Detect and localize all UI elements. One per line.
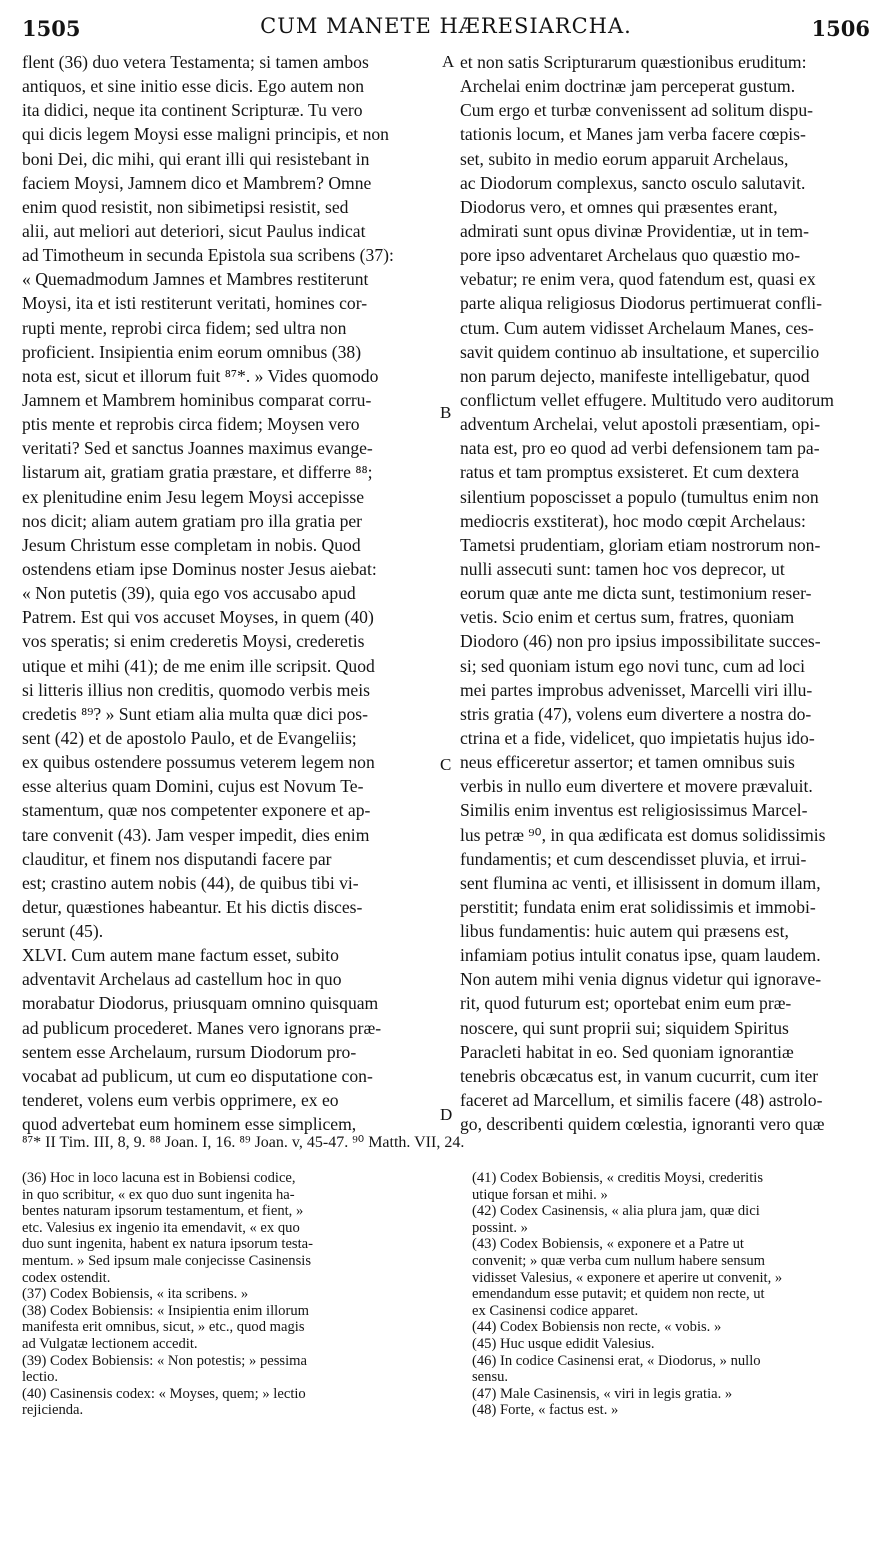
text-line: vetis. Scio enim et certus sum, fratres, quoniam [460, 607, 795, 628]
text-line: si; sed quoniam istum ego novi tunc, cum ad loci [460, 655, 805, 676]
text-line: Jesum Christum esse completam in nobis. Quod [22, 534, 361, 555]
text-line: Paracleti habitat in eo. Sed quoniam ignorantiæ [460, 1041, 794, 1062]
margin-letter-b: B [440, 403, 452, 422]
page-number-right: 1506 [811, 16, 870, 41]
text-line: Diodoro (46) non pro ipsius impossibilitate succes- [460, 631, 821, 652]
text-line: ad Timotheum in secunda Epistola sua scribens (37): [22, 245, 394, 266]
footnote-line: vidisset Valesius, « exponere et aperire ut convenit, » [472, 1269, 783, 1286]
text-line: vebatur; re enim vera, quod fatendum est, quasi ex [460, 269, 816, 290]
text-line: quod advertebat eum hominem esse simplicem, [22, 1114, 357, 1135]
footnote-line: utique forsan et mihi. » [472, 1186, 608, 1203]
text-line: clauditur, et finem nos disputandi facere par [22, 848, 332, 869]
text-line: ad publicum procederet. Manes vero ignorans præ- [22, 1017, 382, 1038]
text-line: neus efficeretur assertor; et tamen omnibus suis [460, 752, 795, 773]
text-line: Patrem. Est qui vos accuset Moyses, in quem (40) [22, 607, 374, 628]
text-line: « Quemadmodum Jamnes et Mambres restiterunt [22, 269, 369, 290]
footnote-line: (48) Forte, « factus est. » [472, 1402, 619, 1419]
text-line: nos dicit; aliam autem gratiam pro illa gratia per [22, 510, 363, 531]
running-title: CUM MANETE HÆRESIARCHA. [260, 14, 632, 38]
footnote-line: (37) Codex Bobiensis, « ita scribens. » [22, 1286, 249, 1303]
text-line: conflictum vellet effugere. Multitudo vero auditorum [460, 389, 834, 410]
footnotes-right [472, 1170, 872, 1419]
text-line: verbis in nullo eum divertere et movere prævaluit. [460, 776, 813, 797]
footnote-line: (46) In codice Casinensi erat, « Diodorus, » nullo [472, 1352, 761, 1369]
footnote-line: codex ostendit. [22, 1269, 111, 1286]
footnotes-left [22, 1170, 432, 1419]
text-line: libus fundamentis: huic autem qui præsens est, [460, 921, 789, 942]
text-line: admirati sunt opus divinæ Providentiæ, ut in tem- [460, 220, 809, 241]
text-line: savit quidem continuo ab insultatione, et supercilio [460, 341, 820, 362]
text-line: adventavit Archelaus ad castellum hoc in quo [22, 969, 342, 990]
footnote-line: possint. » [472, 1219, 528, 1236]
text-line: ctrina et a fide, videlicet, quo impietatis hujus ido- [460, 727, 815, 748]
footnote-line: rejicienda. [22, 1402, 84, 1419]
footnote-line: (45) Huc usque edidit Valesius. [472, 1335, 655, 1352]
text-line: sent flumina ac venti, et illisissent in domum illam, [460, 872, 821, 893]
text-line: esse alterius quam Domini, cujus est Novum Te- [22, 776, 364, 797]
text-line: utique et mihi (41); de me enim ille scripsit. Quod [22, 655, 375, 676]
text-line: nata est, pro eo quod ad verbi defensionem tam pa- [460, 438, 820, 459]
text-line: infamiam potius intulit conatus ipse, quam laudem. [460, 945, 821, 966]
text-line: enim quod resistit, non sibimetipsi resistit, sed [22, 196, 349, 217]
text-line: lus petræ ⁹⁰, in qua ædificata est domus solidissimis [460, 824, 826, 845]
text-line: Cum ergo et turbæ convenissent ad solitum dispu- [460, 100, 813, 121]
text-line: ratus et tam promptus exsisteret. Et cum dextera [460, 462, 800, 483]
footnote-line: etc. Valesius ex ingenio ita emendavit, « ex quo [22, 1219, 300, 1236]
footnote-line: bentes naturam ipsorum testamentum, et fient, » [22, 1203, 304, 1220]
text-line: adventum Archelai, velut apostoli præsentiam, opi- [460, 414, 821, 435]
text-line: rit, quod futurum est; oportebat enim eum præ- [460, 993, 792, 1014]
footnote-line: ex Casinensi codice apparet. [472, 1302, 639, 1319]
footnote-line: mentum. » Sed ipsum male conjecisse Casinensis [22, 1252, 311, 1269]
text-line: rupti mente, reprobi circa fidem; sed ultra non [22, 317, 347, 338]
text-line: Moysi, ita et isti restiterunt veritati, homines cor- [22, 293, 368, 314]
footnote-line: (40) Casinensis codex: « Moyses, quem; » lectio [22, 1385, 306, 1402]
text-line: ctum. Cum autem vidisset Archelaum Manes, ces- [460, 317, 814, 338]
footnote-line: (38) Codex Bobiensis: « Insipientia enim illorum [22, 1302, 309, 1319]
text-line: mediocris exstiterat), hoc modo cœpit Archelaus: [460, 510, 806, 531]
text-line: Tametsi prudentiam, gloriam etiam nostrorum non- [460, 534, 821, 555]
footnote-line: convenit; » quæ verba cum nullum habere sensum [472, 1252, 766, 1269]
text-line: antiquos, et sine initio esse dicis. Ego autem non [22, 76, 365, 97]
text-line: non parum dejecto, manifeste intelligebatur, quod [460, 365, 810, 386]
footnote-line: (47) Male Casinensis, « viri in legis gratia. » [472, 1385, 733, 1402]
text-line: faceret ad Marcellum, et similis facere (48) astrolo- [460, 1090, 823, 1111]
text-line: faciem Moysi, Jamnem dico et Mambrem? Omne [22, 172, 372, 193]
text-line: perstitit; fundata enim erat solidissimis et immobi- [460, 896, 816, 917]
footnote-line: lectio. [22, 1369, 59, 1386]
footnote-line: (44) Codex Bobiensis non recte, « vobis. » [472, 1319, 722, 1336]
text-line: silentium poposcisset a populo (tumultus enim non [460, 486, 819, 507]
text-line: flent (36) duo vetera Testamenta; si tamen ambos [22, 52, 369, 72]
text-line: vocabat ad publicum, ut cum eo disputatione con- [22, 1065, 373, 1086]
left-text-column [22, 50, 436, 1136]
text-line: nulli assecuti sunt: tamen hoc vos deprecor, ut [460, 558, 785, 579]
text-line: serunt (45). [22, 921, 104, 942]
text-line: vos speratis; si enim crederetis Moysi, crederetis [22, 631, 365, 652]
margin-letter-c: C [440, 755, 452, 774]
text-line: ptis mente et reprobis circa fidem; Moysen vero [22, 414, 360, 435]
text-line: Archelai enim doctrinæ jam perceperat gustum. [460, 76, 796, 97]
page-number-left: 1505 [22, 16, 81, 41]
text-line: parte aliqua religiosus Diodorus pertimuerat confli- [460, 293, 823, 314]
text-line: noscere, qui sunt proprii sui; siquidem Spiritus [460, 1017, 789, 1038]
footnote-line: ad Vulgatæ lectionem accedit. [22, 1335, 198, 1352]
text-line: et non satis Scripturarum quæstionibus eruditum: [460, 52, 807, 72]
footnote-line: manifesta erit omnibus, sicut, » etc., quod magis [22, 1319, 305, 1336]
text-line: tenderet, volens eum verbis opprimere, ex eo [22, 1090, 339, 1111]
footnote-line: duo sunt ingenita, habent ex natura ipsorum testa- [22, 1236, 313, 1253]
text-line: detur, quæstiones habeantur. Et his dictis disces- [22, 896, 363, 917]
text-line: listarum ait, gratiam gratia præstare, et differre ⁸⁸; [22, 462, 373, 483]
right-text-column [460, 50, 870, 1136]
text-line: est; crastino autem nobis (44), de quibus tibi vi- [22, 872, 359, 893]
text-line: sent (42) et de apostolo Paulo, et de Evangeliis; [22, 727, 357, 748]
text-line: tenebris obcæcatus est, in vanum cucurrit, cum iter [460, 1065, 819, 1086]
text-line: nota est, sicut et illorum fuit ⁸⁷*. » Vides quomodo [22, 365, 379, 386]
text-line: mei partes improbus advenisset, Marcelli viri illu- [460, 679, 813, 700]
footnote-line: sensu. [472, 1369, 509, 1386]
footnote-line: (36) Hoc in loco lacuna est in Bobiensi codice, [22, 1170, 296, 1186]
text-line: ac Diodorum complexus, sancto osculo salutavit. [460, 172, 806, 193]
text-line: alii, aut meliori aut deteriori, sicut Paulus indicat [22, 220, 366, 241]
text-line: go, describenti quidem cœlestia, ignoranti vero quæ [460, 1114, 825, 1135]
text-line: Diodorus vero, et omnes qui præsentes erant, [460, 196, 778, 217]
text-line: veritati? Sed et sanctus Joannes maximus evange- [22, 438, 373, 459]
page-header [0, 0, 892, 40]
text-line: tationis locum, et Manes jam verba facere cœpis- [460, 124, 806, 145]
scripture-references: ⁸⁷* II Tim. III, 8, 9. ⁸⁸ Joan. I, 16. ⁸⁹ Joan. v, 45-47. ⁹⁰ Matth. VII, 24. [22, 1134, 465, 1151]
text-line: ita didici, neque ita continent Scripturæ. Tu vero [22, 100, 363, 121]
text-line: morabatur Diodorus, priusquam omnino quisquam [22, 993, 379, 1014]
text-line: « Non putetis (39), quia ego vos accusabo apud [22, 583, 356, 604]
footnote-line: (42) Codex Casinensis, « alia plura jam, quæ dici [472, 1203, 760, 1220]
text-line: pore ipso adventaret Archelaus quo quæstio mo- [460, 245, 801, 266]
footnote-line: in quo scribitur, « ex quo duo sunt ingenita ha- [22, 1186, 295, 1203]
text-line: XLVI. Cum autem mane factum esset, subito [22, 945, 339, 966]
text-line: fundamentis; et cum descendisset pluvia, et irrui- [460, 848, 807, 869]
text-line: tare convenit (43). Jam vesper impedit, dies enim [22, 824, 370, 845]
text-line: set, subito in medio eorum apparuit Archelaus, [460, 148, 789, 169]
text-line: ex quibus ostendere possumus veterem legem non [22, 752, 375, 773]
text-line: Non autem mihi venia dignus videtur qui ignorave- [460, 969, 822, 990]
margin-letter-d: D [440, 1105, 453, 1124]
text-line: stamentum, quæ nos competenter exponere et ap- [22, 800, 371, 821]
text-line: Jamnem et Mambrem hominibus comparat corru- [22, 389, 372, 410]
text-line: qui dicis legem Moysi esse maligni principis, et non [22, 124, 389, 145]
margin-letter-a: A [442, 52, 455, 71]
text-line: Similis enim inventus est religiosissimus Marcel- [460, 800, 808, 821]
text-line: sentem esse Archelaum, rursum Diodorum pro- [22, 1041, 357, 1062]
text-line: ostendens etiam ipse Dominus noster Jesus aiebat: [22, 558, 377, 579]
text-line: credetis ⁸⁹? » Sunt etiam alia multa quæ dici pos- [22, 703, 368, 724]
footnote-line: (41) Codex Bobiensis, « creditis Moysi, crederitis [472, 1170, 764, 1186]
footnote-line: (39) Codex Bobiensis: « Non potestis; » pessima [22, 1352, 307, 1369]
text-line: si litteris illius non creditis, quomodo verbis meis [22, 679, 370, 700]
text-line: eorum quæ ante me dicta sunt, testimonium reser- [460, 583, 812, 604]
footnote-line: (43) Codex Bobiensis, « exponere et a Patre ut [472, 1236, 744, 1253]
footnote-line: emendandum esse putavit; et quidem non recte, ut [472, 1286, 765, 1303]
text-line: stris gratia (47), volens eum divertere a nostra do- [460, 703, 812, 724]
text-line: boni Dei, dic mihi, qui erant illi qui resistebant in [22, 148, 370, 169]
text-line: ex plenitudine enim Jesu legem Moysi accepisse [22, 486, 365, 507]
text-line: proficient. Insipientia enim eorum omnibus (38) [22, 341, 362, 362]
